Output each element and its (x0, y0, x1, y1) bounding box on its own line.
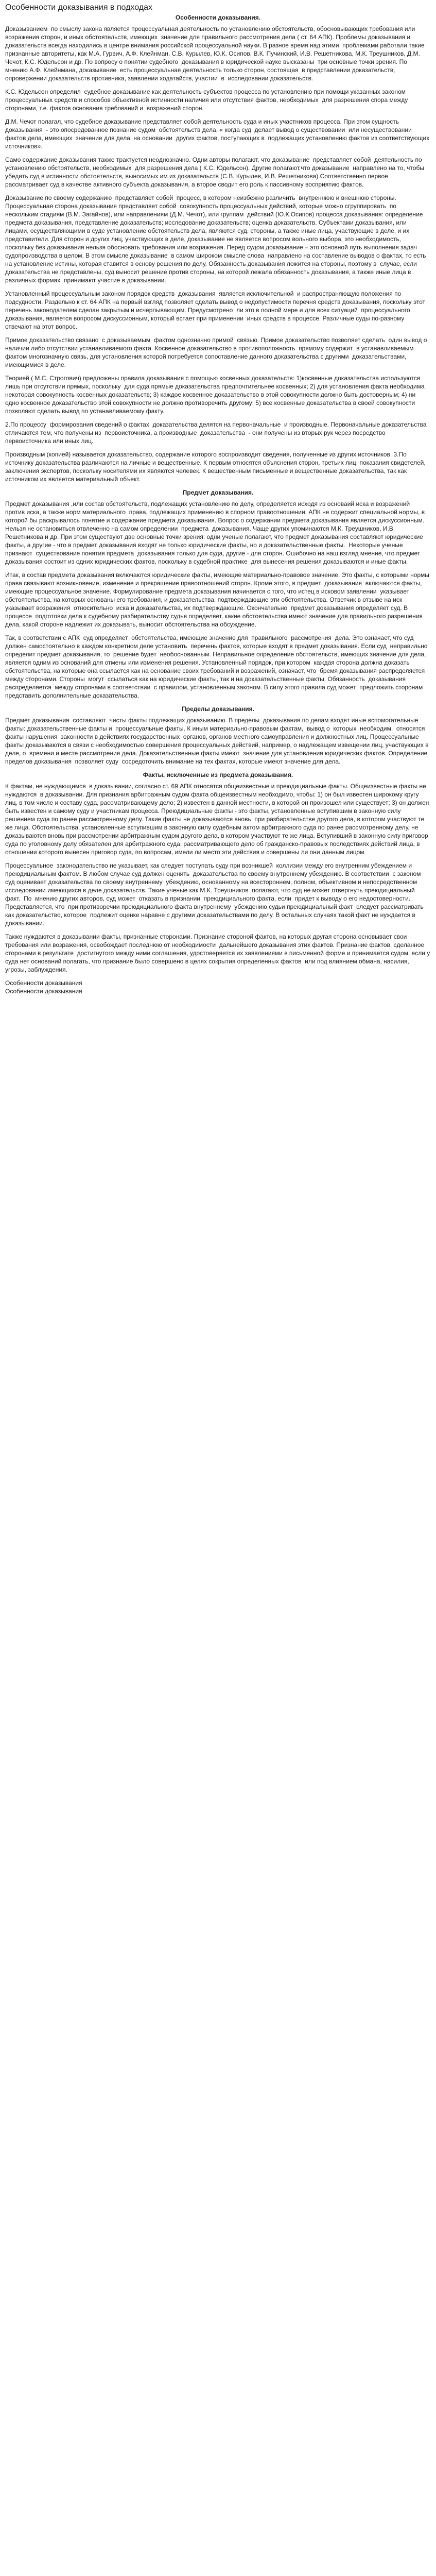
paragraph: Установленный процессуальным законом порядок средств доказывания является исключительной и распространяющую положения по подсудности. Раздельно к ст. 64 АПК на первый взгляд позволяет сделать вывод о недопустимости перечня средств доказывания, поскольку этот перечень законодателем сделан закрытым и исчерпывающим. Предусмотрено ли это в полной мере и для всех ситуаций процессуального доказывания, является вопросом дискуссионным, который встает при применении иных средств в процессе. Различные суды по-разному отвечают на этот вопрос. (5, 290, 427, 330)
paragraph: Доказывание по своему содержанию представляет собой процесс, в котором неизбежно различить внутреннюю и внешнюю стороны. Процессуальная сторона доказывания представляет собой совокупность процессуальных действий, которые можно сгруппировать по нескольким стадиям (В.М. Загайнов), или направлениям (Д.М. Чечот), или группам действий (Ю.К.Осипов) процесса доказывания: определение предмета доказывания, представление доказательств; исследование доказательств; оценка доказательств. Субъектами доказывания, или лицами, осуществляющими в суде установление обстоятельств дела, являются суд, стороны, а также иные лица, участвующие в деле, и их представители. Для сторон и других лиц, участвующих в деле, доказывание не является вопросом вольного выбора, это необходимость, поскольку без доказывания нельзя обосновать требования или возражения. Перед судом доказывание – это основной путь выполнения задач судопроизводства в целом. В этом смысле доказывание в самом широком смысле слова направлено на составление выводов о фактах, то есть на установление истины, которая ставится в основу решения по делу. Обязанность доказывания ложится на стороны, поэтому в случае, если доказательства не представлены, суд выносит решение против стороны, на которой лежала обязанность доказывания, а также иные лица в различных формах принимают участие в доказывании. (5, 194, 428, 284)
paragraph: Итак, в состав предмета доказывания включаются юридические факты, имеющие материально-правовое значение. Это факты, с которыми нормы права связывают возникновение, изменение и прекращение правоотношений сторон. Кроме этого, в предмет доказывания включаются факты, имеющие процессуальное значение. Формулирование предмета доказывания начинается с того, что истец в исковом заявлении указывает обстоятельства, на которых основаны его требования, и доказательства, подтверждающие эти обстоятельства. Ответчик в отзыве на иск указывает возражения относительно иска и доказательства, их подтверждающие. Окончательно предмет доказывания определяет суд. В процессе подготовки дела к судебному разбирательству судья определяет, какие обстоятельства имеют значение для правильного разрешения дела, какой стороне надлежит их доказывать, выносит обстоятельства на обсуждение. (5, 571, 431, 628)
paragraph: Д.М. Чечот полагал, что судебное доказывание представляет собой деятельность суда и иных участников процесса. При этом сущность доказывания - это опосредованное познание судом обстоятельств дела, « когда суд делает вывод о существовании или несуществовании фактов дела, имеющих значение для дела, на основании других фактов, поступающих в подлежащих установлению фактов из соответствующих источников». (5, 118, 433, 150)
paragraph: К фактам, не нуждающимся в доказывании, согласно ст. 69 АПК относятся общеизвестные и преюдициальные факты. Общеизвестные факты не нуждаются в доказывании. Для признания арбитражным судом факта общеизвестным необходимо, чтобы: 1) он был известен широкому кругу лиц, в том числе и составу суда, рассматривающему дело; 2) известен в данной местности, в которой он произошел или существует; 3) он должен быть известен и самому суду и участникам процесса. Преюдициальные факты - это факты, установленные вступившим в законную силу решением суда по ранее рассмотренному делу. Такие факты не доказываются вновь при разбирательстве другого дела, в котором участвуют те же лица. Обстоятельства, установленные вступившим в законную силу судебным актом арбитражного суда по ранее рассмотренному делу, не доказываются вновь при рассмотрении арбитражным судом другого дела, в котором участвуют те же лица. Вступивший в законную силу приговор суда по уголовному делу обязателен для арбитражного суда, рассматривающего дело об гражданско-правовых последствиях действий лица, в отношении которого вынесен приговор суда, по вопросам, имели ли место эти действия и совершены ли они данным лицом. (5, 783, 431, 856)
paragraph: Процессуальное законодательство не указывает, как следует поступать суду при возникшей коллизии между его внутренним убеждением и преюдициальным фактом. В любом случае суд должен оценить доказательства по своему внутреннему убеждению. В соответствии с законом суд оценивает доказательства по своему внутреннему убеждению, основанному на всестороннем, полном, объективном и непосредственном исследовании имеющихся в деле доказательств. Такие ученые как М.К. Треушников полагают, что суд не может отвергнуть преюдициальный факт. По мнению других авторов, суд может отказать в признании преюдициального факта, если придет к выводу о его недостоверности. Представляется, что при противоречии преюдициального факта внутреннему убеждению судьи преюдициальный факт следует рассматривать как доказательство, которое подлежит оценке наравне с другими доказательствами по делу. В остальных случаях такой факт не нуждается в доказывании. (5, 862, 426, 927)
paragraph: Так, в соответствии с АПК суд определяет обстоятельства, имеющие значение для правильного рассмотрения дела. Это означает, что суд должен самостоятельно в каждом конкретном деле установить перечень фактов, которые входят в предмет доказывания. Если суд неправильно определит предмет доказывания, то решение будет необоснованным. Неправильное определение обстоятельств, имеющих значение для дела, является одним из оснований для отмены или изменения решения. Установленный порядок, при котором каждая сторона должна доказать обстоятельства, на которые она ссылается как на основание своих требований и возражений, означает, что бремя доказывания распределяется между сторонами. Стороны могут ссылаться как на юридические факты, так и на доказательственные факты. Обязанность доказывания распределяется между сторонами в соответствии с правилом, установленным законом. В силу этого правила суд может предложить сторонам представить дополнительные доказательства. (5, 634, 429, 699)
section-heading: Особенности доказывания. (175, 14, 261, 21)
document-page (0, 0, 436, 1001)
paragraph: Предмет доказывания ,или состав обстоятельств, подлежащих установлению по делу, определяется исходя из основаий иска и возражений против иска, а также норм материального права, подлежащих применению в спорном правоотношении. АПК не содержит специальной нормы, в которой бы раскрывалось понятие и содержание предмета доказывания. Вопрос о содержании предмета доказывания является дискуссионным. Нельзя не остановиться отвлеченно на самом определении предмета доказывания. Чаще других упоминаются М.К. Треушников, И.В. Решетникова и др. При этом существуют две основные точки зрения: одни ученые полагают, что предмет доказывания составляют юридические факты, а другие - что в предмет доказывания входят не только юридические факты, но и доказательственные факты. Некоторые ученые признают существование понятия предмета доказывания только для суда, другие - для сторон. Ошибочно на наш взгляд мнение, что предмет доказывания состоит из одних юридических фактов, поскольку в судебной практике для вынесения решения доказываются и иные факты. (5, 500, 427, 565)
paragraph: Доказыванием по смыслу закона является процессуальная деятельность по установлению обстоятельств, обосновывающих требования или возражения сторон, и иных обстоятельств, имеющих значение для правильного рассмотрения дела ( ст. 64 АПК). Проблемы доказывания и доказательств всегда находились в центре внимания российской процессуальной науки. В разное время над этими проблемами работали такие признанные авторитеты, как М.А. Гурвич, А.Ф. Клейнман, С.В. Курылев, Ю.К. Осипов, В.К. Пучинский, И.В. Решетникова, М.К. Треушников, Д.М. Чечот, К.С. Юдельсон и др. По вопросу о понятии судебного доказывания в юридической науке высказаны три основные точки зрения. По мнению А.Ф. Клейнмана, доказывание есть процессуальная деятельность только сторон, состоящая в представлении доказательств, опровержении доказательств противника, заявлении ходатайств, участии в исследовании доказательств. (5, 25, 427, 82)
paragraph: Теорией ( М.С. Строгович) предложены правила доказывания с помощью косвенных доказательств: 1)косвенные доказательства используются лишь при отсутствии прямых, поскольку для суда прямые доказательства предпочтительнее косвенных; 2) для установления факта необходима некоторая совокупность косвенных доказательств; 3) каждое косвенное доказательство в этой совокупности должно быть достоверным; 4) ни одно косвенное доказательство этой совокупности не должно противоречить другому; 5) все косвенные доказательства в своей совокупности позволяют сделать вывод по устанавливаемому факту. (5, 375, 427, 415)
footer-link[interactable]: Особенности доказывания (5, 988, 82, 995)
paragraph: Производным (копией) называется доказательство, содержание которого воспроизводит сведения, полученные из других источников. 3.По источнику доказательства различаются на личные и вещественные. К первым относятся объяснения сторон, третьих лиц, показания свидетелей, заключения экспертов, поскольку носителями их являются челевек. К вещественным письменные и вещественные доказательства, так как источником их является материальный объект. (5, 451, 428, 483)
page-title: Особенности доказывания в подходах (5, 3, 153, 12)
paragraph: Также нуждаются в доказывании факты, признанные сторонами. Признание стороной фактов, на которых другая сторона основывает свои требования или возражения, освобождает последнюю от необходимости дальнейшего доказывания этих фактов. Признание фактов, сделанное сторонами в результате достигнутого между ними соглашения, удостоверяется их заявлениями в письменной форме и принимается судом, если у суда нет оснований полагать, что признание было совершено в целях сокрытия определенных фактов или под влиянием обмана, насилия, угрозы, заблуждения. (5, 933, 432, 973)
paragraph: К.С. Юдельсон определил судебное доказывание как деятельность субъектов процесса по установлению при помощи указанных законом процессуальных средств и способов объективной истинности наличия или отсутствия фактов, необходимых для разрешения спора между сторонами, т.е. фактов основания требований и возражений сторон. (5, 88, 410, 112)
section-heading: Предмет доказывания. (182, 489, 254, 496)
section-heading: Пределы доказывания. (182, 705, 254, 713)
paragraph: Примое доказательство связано с доказываемым фактом однозначно примой связью. Примое доказательство позволяет сделать один вывод о наличии либо отсутствии устанавливаемого факта. Косвенное доказательство в противоположность прямому содержит в устанавливаемым фактом многозначную связь, для установления которой потребуется сопоставление данного доказательства с другими доказательствами, имеющимися в деле. (5, 336, 429, 368)
section-heading: Факты, исключенные из предмета доказывания. (143, 771, 293, 778)
paragraph: 2.По процессу формирования сведений о фактах доказательства делятся на первоначальные и производные. Первоначальные доказательства отличаются тем, что получены из первоисточника, а производные доказательства - они получены из вторых рук через посредство первоисточника или иных лиц. (5, 421, 428, 445)
footer-link[interactable]: Особенности доказывания (5, 979, 82, 987)
paragraph: Само содержание доказывания также трактуется неоднозначно. Одни авторы полагают, что доказывание представляет собой деятельность по установлению обстоятельств, необходимых для разрешения дела ( К.С. Юдельсон). Другие полагают,что доказывание направлено на то, чтобы убедить суд в истинности обстоятельств, выносимых им из доказательств (С.В. Курылев, И.В. Решетникова).Соответственно первое рассматривает суд в качестве активного субъекта доказывания, а второе сводит его роль к пассивному восприятию фактов. (5, 156, 426, 188)
paragraph: Предмет доказывания составляют чисты факты подлежащих доказыванию. В пределы доказывания по делам входят иные вспомогательные факты: доказательственные факты и процессуальные факты. К иным материально-правовым фактам, вывод о которых необходим, относятся факты нарушения законности в действиях государственных органов, органов местного самоуправления и должностных лиц. Процессуальные факты доказываются в связи с необходимостью совершения процессуальных действий, например, о надлежащем извещении лиц, участвующих в деле, о времени и месте рассмотрения дела. Доказательственные факты имеют значение для установления юридических фактов. Определение пределов доказывания позволяет суду сосредоточить внимание на тех фактах, которые имеют значение для дела. (5, 717, 430, 765)
document-body (5, 13, 431, 995)
